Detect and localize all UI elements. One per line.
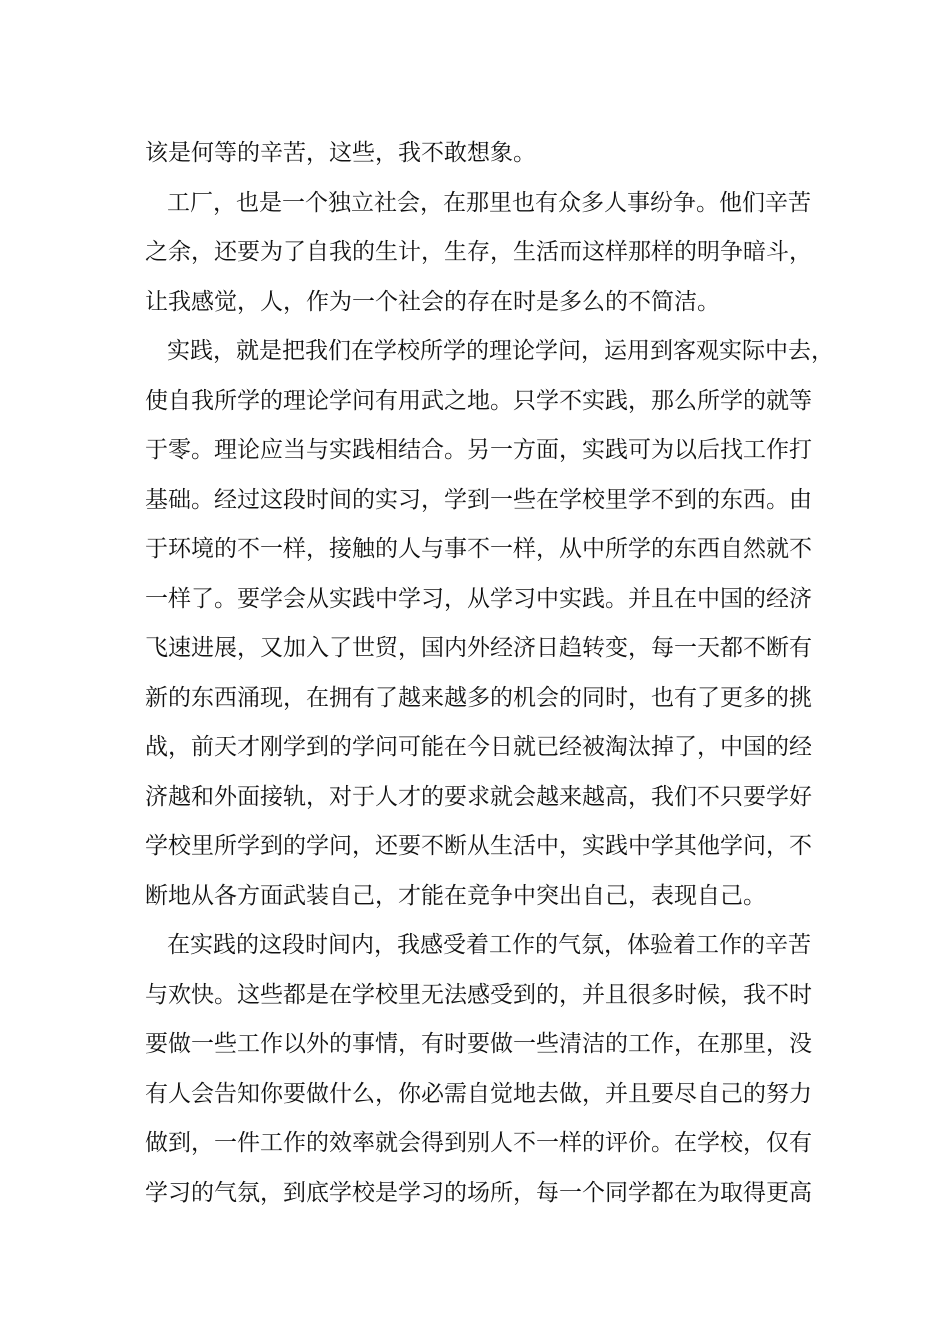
paragraph-first-line: 在实践的这段时间内，我感受着工作的气氛，体验着工作的辛苦 — [167, 932, 811, 958]
text-line: 济越和外面接轨，对于人才的要求就会越来越高，我们不只要学好 — [145, 783, 812, 810]
body-text — [145, 129, 834, 1218]
text-line: 有人会告知你要做什么，你必需自觉地去做，并且要尽自己的努力 — [145, 1080, 812, 1107]
text-line: 于环境的不一样，接触的人与事不一样，从中所学的东西自然就不 — [145, 536, 812, 562]
text-line: 战，前天才刚学到的学问可能在今日就已经被淘汰掉了，中国的经 — [145, 734, 812, 760]
text-line: 使自我所学的理论学问有用武之地。只学不实践，那么所学的就等 — [145, 387, 812, 414]
text-line: 新的东西涌现，在拥有了越来越多的机会的同时，也有了更多的挑 — [145, 684, 812, 711]
text-line: 要做一些工作以外的事情，有时要做一些清洁的工作，在那里，没 — [145, 1031, 812, 1057]
text-line: 飞速进展，又加入了世贸，国内外经济日趋转变，每一天都不断有 — [145, 635, 812, 661]
text-line: 于零。理论应当与实践相结合。另一方面，实践可为以后找工作打 — [145, 437, 812, 463]
text-line: 一样了。要学会从实践中学习，从学习中实践。并且在中国的经济 — [145, 585, 812, 612]
text-line: 之余，还要为了自我的生计，生存，生活而这样那样的明争暗斗， — [145, 239, 812, 265]
text-line: 断地从各方面武装自己，才能在竞争中突出自己，表现自己。 — [145, 882, 766, 909]
paragraph-first-line: 实践，就是把我们在学校所学的理论学问，运用到客观实际中去， — [167, 338, 834, 364]
text-line: 学习的气氛，到底学校是学习的场所，每一个同学都在为取得更高 — [145, 1179, 812, 1206]
text-line: 该是何等的辛苦，这些，我不敢想象。 — [145, 140, 536, 166]
text-line: 让我感觉，人，作为一个社会的存在时是多么的不简洁。 — [145, 288, 720, 315]
text-line: 基础。经过这段时间的实习，学到一些在学校里学不到的东西。由 — [145, 486, 812, 513]
text-line: 学校里所学到的学问，还要不断从生活中，实践中学其他学问，不 — [145, 833, 812, 859]
text-line: 做到，一件工作的效率就会得到别人不一样的评价。在学校，仅有 — [145, 1130, 812, 1156]
paragraph-first-line: 工厂，也是一个独立社会，在那里也有众多人事纷争。他们辛苦 — [167, 189, 811, 216]
text-line: 与欢快。这些都是在学校里无法感受到的，并且很多时候，我不时 — [145, 981, 812, 1008]
